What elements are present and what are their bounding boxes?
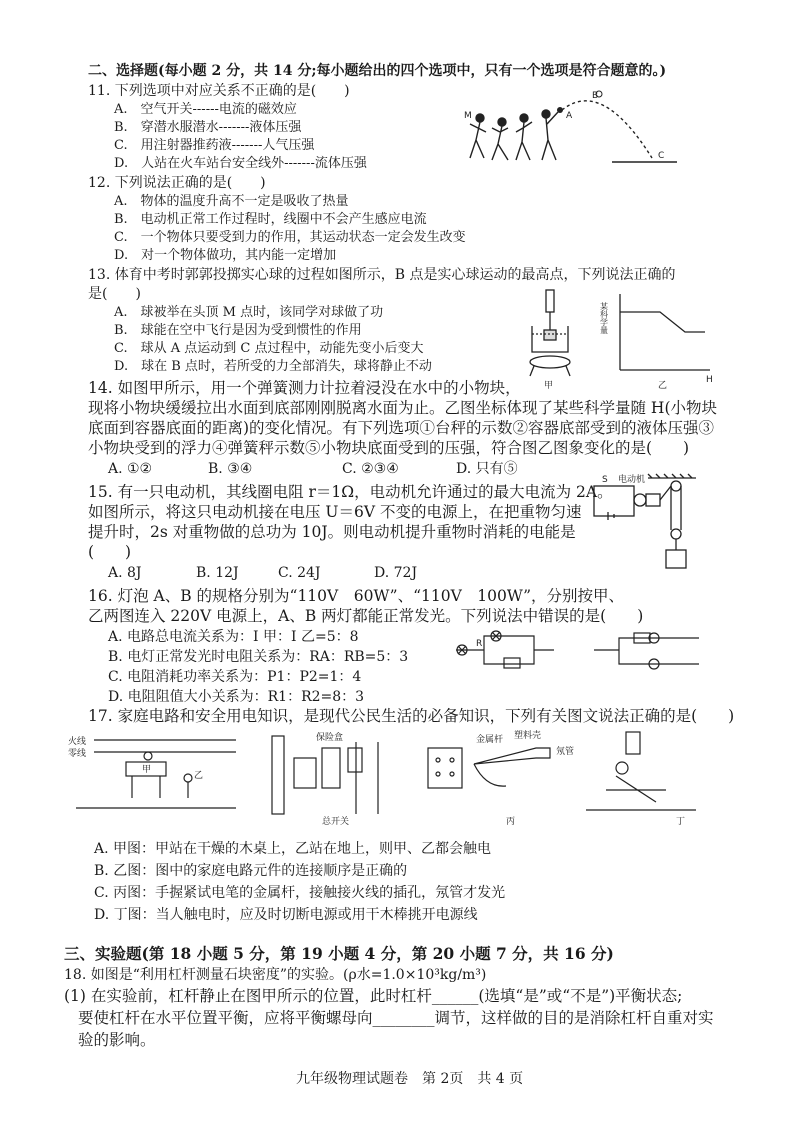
q17-stem: 17. 家庭电路和安全用电知识，是现代公民生活的必备知识，下列有关图文说法正确的是( )	[88, 707, 735, 725]
label-a: A	[566, 111, 573, 121]
q11-option-c: C. 用注射器推药液-------人气压强	[114, 138, 315, 153]
q17-option-b: B. 乙图：图中的家庭电路元件的连接顺序是正确的	[94, 863, 408, 879]
q13-option-b: B. 球能在空中飞行是因为受到惯性的作用	[114, 323, 362, 338]
q16-option-b: B. 电灯正常发光时电阻关系为：RA：RB=5：3	[108, 649, 409, 665]
label-fuse-box: 保险盒	[316, 733, 344, 743]
q15-line3: 提升时，2s 对重物做的总功为 10J。则电动机提升重物时消耗的电能是	[88, 523, 576, 541]
label-fire-wire: 火线	[68, 737, 87, 747]
label-main-switch: 总开关	[322, 817, 350, 827]
q12-option-a: A. 物体的温度升高不一定是吸收了热量	[114, 194, 349, 209]
q15-line1: 15. 有一只电动机，其线圈电阻 r＝1Ω，电动机允许通过的最大电流为 2A。	[88, 483, 613, 501]
q15-option-d: D. 72J	[374, 565, 418, 581]
q13-option-a: A. 球被举在头顶 M 点时，该同学对球做了功	[114, 305, 384, 320]
label-yi: 乙	[658, 381, 668, 391]
q12-stem: 12. 下列说法正确的是( )	[88, 175, 266, 191]
q15-line4: ( )	[88, 543, 132, 561]
q14-line3: 底面到容器底面的距离)的变化情况。有下列选项①台秤的示数②容器底部受到的液体压强③	[88, 419, 715, 437]
motor-figure	[588, 470, 698, 580]
label-metal-rod: 金属杆	[476, 735, 504, 745]
q18-part1-line3: 验的影响。	[78, 1031, 156, 1049]
label-c: C	[658, 151, 665, 161]
label-resistor: R	[476, 639, 483, 649]
circuits-figure	[454, 628, 704, 674]
q15-option-a: A. 8J	[108, 565, 142, 581]
q17-option-c: C. 丙图：手握紧试电笔的金属杆，接触接火线的插孔，氖管才发光	[94, 885, 506, 901]
q14-option-d: D. 只有⑤	[456, 461, 518, 477]
shot-put-figure	[462, 88, 692, 168]
label-neon-tube: 氖管	[556, 747, 575, 757]
q18-part1-line2: 要使杠杆在水平位置平衡，应将平衡螺母向________调节，这样做的目的是消除杠杆自重对实	[78, 1009, 714, 1027]
label-m: M	[464, 111, 472, 121]
label-ding: 丁	[676, 817, 686, 827]
q14-line2: 现将小物块缓缓拉出水面到底部刚刚脱离水面为止。乙图坐标体现了某些科学量随 H(小物块	[88, 399, 717, 417]
q11-option-d: D. 人站在火车站台安全线外-------流体压强	[114, 156, 367, 171]
q16-option-c: C. 电阻消耗功率关系为：P1：P2=1：4	[108, 669, 362, 685]
section-3-heading: 三、实验题(第 18 小题 5 分，第 19 小题 4 分，第 20 小题 7 分，共 16 分)	[64, 944, 614, 963]
q14-line1: 14. 如图甲所示，用一个弹簧测力计拉着浸没在水中的小物块，	[88, 379, 521, 397]
q18-part1-line1: (1) 在实验前，杠杆静止在图甲所示的位置，此时杠杆______(选填“是”或“不是”)平衡状态;	[64, 987, 683, 1005]
q15-option-c: C. 24J	[278, 565, 321, 581]
q14-option-a: A. ①②	[108, 461, 153, 477]
page-footer: 九年级物理试题卷 第 2页 共 4 页	[296, 1071, 524, 1087]
q17-figures	[66, 728, 706, 828]
q14-option-b: B. ③④	[208, 461, 253, 477]
q16-option-d: D. 电阻阻值大小关系为：R1：R2=8：3	[108, 689, 365, 705]
q13-option-c: C. 球从 A 点运动到 C 点过程中，动能先变小后变大	[114, 341, 424, 356]
label-yi: 乙	[194, 771, 204, 781]
q16-line1: 16. 灯泡 A、B 的规格分别为“110V 60W”、“110V 100W”，分别按甲、	[88, 587, 625, 605]
label-jia: 甲	[544, 381, 554, 391]
q15-line2: 如图所示，将这只电动机接在电压 U＝6V 不变的电源上，在把重物匀速	[88, 503, 582, 521]
q17-option-a: A. 甲图：甲站在干燥的木桌上，乙站在地上，则甲、乙都会触电	[94, 841, 492, 857]
label-bing: 丙	[506, 817, 516, 827]
q14-line4: 小物块受到的浮力④弹簧秤示数⑤小物块底面受到的压强，符合图乙图象变化的是( )	[88, 439, 690, 457]
q11-option-b: B. 穿潜水服潜水-------液体压强	[114, 120, 302, 135]
label-zero-wire: 零线	[68, 749, 87, 759]
q11-stem: 11. 下列选项中对应关系不正确的是( )	[88, 83, 350, 99]
label-motor: 电动机	[618, 475, 646, 485]
graph-xlabel: H	[706, 375, 713, 385]
q13-stem-line2: 是( )	[88, 286, 141, 302]
q16-option-a: A. 电路总电流关系为：I 甲：I 乙=5：8	[108, 629, 359, 645]
label-switch-s: S	[602, 475, 608, 485]
q13-stem-line1: 13. 体育中考时郭郭投掷实心球的过程如图所示，B 点是实心球运动的最高点，下列说法正确的	[88, 267, 676, 283]
q14-figure	[520, 282, 720, 392]
graph-ylabel: 某科学量	[599, 302, 609, 334]
q13-option-d: D. 球在 B 点时，若所受的力全部消失，球将静止不动	[114, 359, 432, 374]
label-b: B	[592, 91, 599, 101]
label-plastic-shell: 塑料壳	[514, 731, 542, 741]
q15-option-b: B. 12J	[196, 565, 239, 581]
q16-line2: 乙两图连入 220V 电源上，A、B 两灯都能正常发光。下列说法中错误的是( )	[88, 607, 644, 625]
q12-option-c: C. 一个物体只要受到力的作用，其运动状态一定会发生改变	[114, 230, 466, 245]
q11-option-a: A. 空气开关------电流的磁效应	[114, 102, 297, 117]
label-jia: 甲	[142, 765, 152, 775]
section-2-heading: 二、选择题(每小题 2 分，共 14 分;每小题给出的四个选项中，只有一个选项是符合题意的。)	[88, 63, 667, 79]
q14-option-c: C. ②③④	[342, 461, 399, 477]
q18-stem: 18. 如图是“利用杠杆测量石块密度”的实验。(ρ水=1.0×10³kg/m³)	[64, 967, 487, 983]
q12-option-d: D. 对一个物体做功，其内能一定增加	[114, 248, 337, 263]
q12-option-b: B. 电动机正常工作过程时，线圈中不会产生感应电流	[114, 212, 427, 227]
q17-option-d: D. 丁图：当人触电时，应及时切断电源或用干木棒挑开电源线	[94, 907, 478, 923]
